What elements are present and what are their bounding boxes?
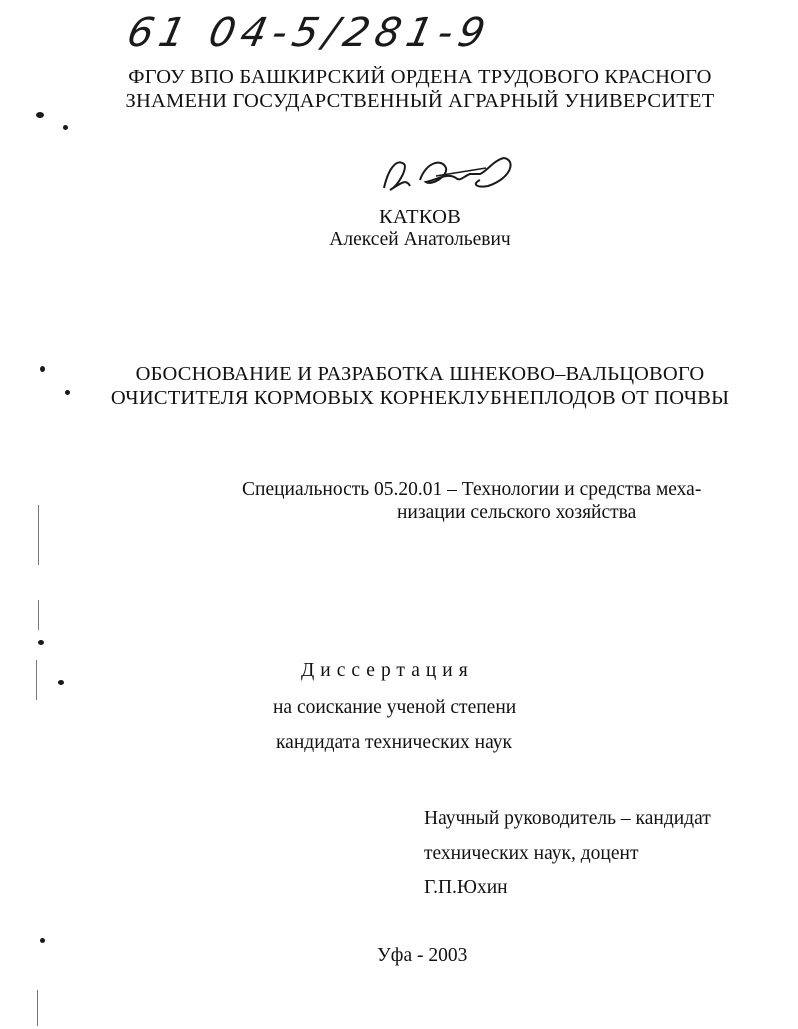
specialty-line-1: Специальность 05.20.01 – Технологии и средства меха- bbox=[242, 479, 702, 500]
degree-line-1: на соискание ученой степени bbox=[273, 697, 517, 718]
supervisor-line-2: технических наук, доцент bbox=[424, 843, 639, 864]
title-line-1: ОБОСНОВАНИЕ И РАЗРАБОТКА ШНЕКОВО–ВАЛЬЦОВОГО bbox=[135, 363, 705, 385]
degree-line-2: кандидата технических наук bbox=[276, 732, 512, 753]
supervisor-line-1: Научный руководитель – кандидат bbox=[424, 808, 711, 829]
scan-edge-line bbox=[38, 505, 39, 565]
author-surname: КАТКОВ bbox=[378, 206, 462, 228]
degree-heading: Диссертация bbox=[301, 660, 474, 681]
archive-number: 61 04-5/281-9 bbox=[123, 10, 495, 56]
specialty-line-2: низации сельского хозяйства bbox=[397, 502, 637, 523]
supervisor-name: Г.П.Юхин bbox=[424, 877, 508, 898]
institution-line-1: ФГОУ ВПО БАШКИРСКИЙ ОРДЕНА ТРУДОВОГО КРАСНОГО bbox=[128, 66, 712, 88]
author-name: Алексей Анатольевич bbox=[329, 229, 511, 250]
scan-edge-line bbox=[37, 990, 38, 1026]
scan-speck bbox=[65, 390, 70, 395]
scan-speck bbox=[38, 640, 44, 645]
author-signature bbox=[376, 150, 526, 198]
scan-edge-line bbox=[36, 660, 37, 700]
scan-speck bbox=[36, 112, 44, 118]
institution-line-2: ЗНАМЕНИ ГОСУДАРСТВЕННЫЙ АГРАРНЫЙ УНИВЕРСИТЕТ bbox=[125, 90, 715, 112]
scan-speck bbox=[63, 125, 68, 130]
place-year: Уфа - 2003 bbox=[377, 945, 468, 966]
scan-speck bbox=[40, 938, 45, 943]
scan-edge-line bbox=[38, 600, 39, 630]
title-line-2: ОЧИСТИТЕЛЯ КОРМОВЫХ КОРНЕКЛУБНЕПЛОДОВ ОТ ПОЧВЫ bbox=[110, 387, 730, 409]
scan-speck bbox=[58, 680, 64, 685]
scan-speck bbox=[40, 366, 45, 372]
